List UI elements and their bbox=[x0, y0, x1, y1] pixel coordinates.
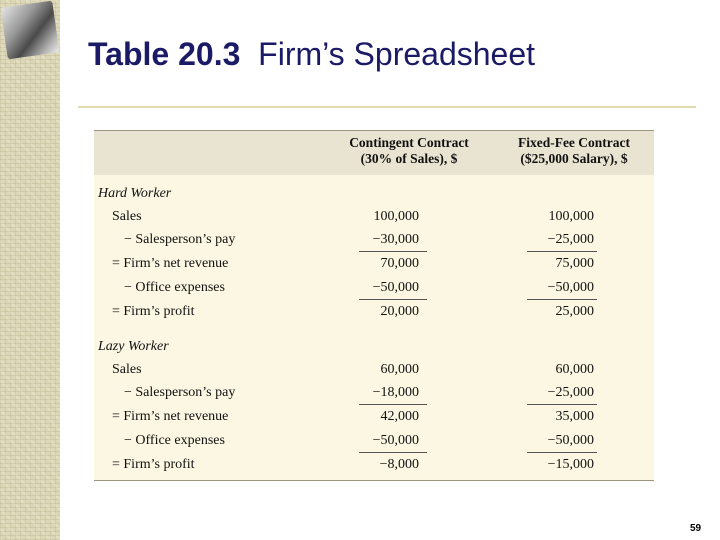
table-row bbox=[94, 433, 654, 453]
section-heading-hard-worker: Hard Worker bbox=[98, 186, 172, 201]
subtotal-rule bbox=[527, 251, 597, 252]
column-header-line: ($25,000 Salary), $ bbox=[520, 151, 628, 166]
fixed-fee-value: −15,000 bbox=[547, 457, 594, 472]
table-row bbox=[94, 457, 654, 477]
spreadsheet-table bbox=[94, 130, 654, 481]
table-row bbox=[94, 409, 654, 429]
row-label: − Salesperson’s pay bbox=[124, 232, 236, 247]
title-text: Firm’s Spreadsheet bbox=[258, 36, 536, 72]
column-header-line: (30% of Sales), $ bbox=[360, 151, 458, 166]
page-number: 59 bbox=[690, 523, 702, 534]
subtotal-rule bbox=[527, 404, 597, 405]
section-heading-lazy-worker: Lazy Worker bbox=[98, 339, 169, 354]
subtotal-rule bbox=[359, 299, 427, 300]
table-row bbox=[94, 232, 654, 252]
table-header bbox=[94, 130, 654, 175]
subtotal-rule bbox=[359, 404, 427, 405]
table-row bbox=[94, 362, 654, 382]
table-row bbox=[94, 280, 654, 300]
contingent-value: 20,000 bbox=[380, 304, 419, 319]
slide-title bbox=[88, 36, 535, 73]
row-label: − Salesperson’s pay bbox=[124, 385, 236, 400]
fixed-fee-value: −25,000 bbox=[547, 385, 594, 400]
contingent-value: 60,000 bbox=[380, 362, 419, 377]
title-number: Table 20.3 bbox=[88, 36, 241, 72]
fixed-fee-value: 25,000 bbox=[555, 304, 594, 319]
table-row bbox=[94, 304, 654, 324]
fixed-fee-value: −50,000 bbox=[547, 433, 594, 448]
column-header-fixed-fee bbox=[494, 135, 654, 167]
decorative-side-strip bbox=[0, 0, 60, 540]
subtotal-rule bbox=[359, 251, 427, 252]
table-row bbox=[94, 209, 654, 229]
contingent-value: −18,000 bbox=[372, 385, 419, 400]
contingent-value: −30,000 bbox=[372, 232, 419, 247]
row-label: Sales bbox=[112, 362, 142, 377]
column-header-contingent bbox=[324, 135, 494, 167]
row-label: − Office expenses bbox=[124, 280, 225, 295]
row-label: = Firm’s profit bbox=[112, 457, 195, 472]
subtotal-rule bbox=[527, 452, 597, 453]
row-label: Sales bbox=[112, 209, 142, 224]
fixed-fee-value: 60,000 bbox=[555, 362, 594, 377]
fixed-fee-value: −50,000 bbox=[547, 280, 594, 295]
row-label: = Firm’s net revenue bbox=[112, 409, 229, 424]
fixed-fee-value: −25,000 bbox=[547, 232, 594, 247]
table-row bbox=[94, 385, 654, 405]
subtotal-rule bbox=[359, 452, 427, 453]
contingent-value: 70,000 bbox=[380, 256, 419, 271]
row-label: = Firm’s net revenue bbox=[112, 256, 229, 271]
title-divider bbox=[78, 106, 696, 108]
table-bottom-border bbox=[94, 480, 654, 481]
contingent-value: −8,000 bbox=[379, 457, 419, 472]
glass-cube-image bbox=[1, 1, 60, 60]
subtotal-rule bbox=[527, 299, 597, 300]
contingent-value: −50,000 bbox=[372, 280, 419, 295]
column-header-line: Fixed-Fee Contract bbox=[517, 135, 631, 150]
fixed-fee-value: 100,000 bbox=[548, 209, 594, 224]
column-header-line: Contingent Contract bbox=[349, 135, 469, 150]
table-row bbox=[94, 256, 654, 276]
fixed-fee-value: 35,000 bbox=[555, 409, 594, 424]
contingent-value: 100,000 bbox=[373, 209, 419, 224]
row-label: − Office expenses bbox=[124, 433, 225, 448]
fixed-fee-value: 75,000 bbox=[555, 256, 594, 271]
contingent-value: 42,000 bbox=[380, 409, 419, 424]
contingent-value: −50,000 bbox=[372, 433, 419, 448]
row-label: = Firm’s profit bbox=[112, 304, 195, 319]
